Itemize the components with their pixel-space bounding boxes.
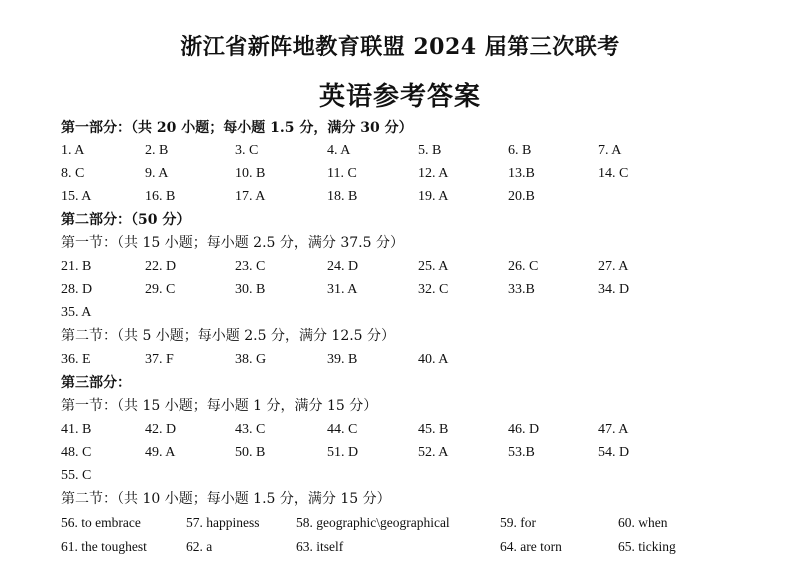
answer-item: 54. D <box>598 445 630 460</box>
answer-item: 25. A <box>418 259 449 274</box>
answer-item: 31. A <box>327 282 358 297</box>
part2-heading: 第二部分：（50 分） <box>61 212 191 228</box>
answer-item: 51. D <box>327 445 359 460</box>
answer-item: 29. C <box>145 282 176 297</box>
part1-heading: 第一部分：（共 20 小题；每小题 1.5 分，满分 30 分） <box>61 120 413 136</box>
answer-item: 34. D <box>598 282 630 297</box>
answer-item: 61. the toughest <box>61 539 147 554</box>
answer-item: 46. D <box>508 422 540 437</box>
answer-item: 52. A <box>418 445 449 460</box>
answer-item: 27. A <box>598 259 629 274</box>
answer-item: 16. B <box>145 189 176 204</box>
answer-item: 7. A <box>598 143 622 158</box>
answer-item: 4. A <box>327 143 351 158</box>
answer-item: 6. B <box>508 143 532 158</box>
answer-item: 22. D <box>145 259 177 274</box>
answer-item: 40. A <box>418 352 449 367</box>
answer-item: 35. A <box>61 305 92 320</box>
answer-item: 45. B <box>418 422 449 437</box>
answer-item: 53.B <box>508 445 535 460</box>
answer-item: 38. G <box>235 352 267 367</box>
answer-item: 64. are torn <box>500 539 562 554</box>
answer-item: 42. D <box>145 422 177 437</box>
answer-item: 15. A <box>61 189 92 204</box>
answer-item: 2. B <box>145 143 169 158</box>
answer-item: 49. A <box>145 445 176 460</box>
answer-item: 19. A <box>418 189 449 204</box>
answer-item: 10. B <box>235 166 266 181</box>
answer-item: 39. B <box>327 352 358 367</box>
answer-item: 62. a <box>186 539 213 554</box>
answer-item: 55. C <box>61 468 92 483</box>
answer-item: 44. C <box>327 422 358 437</box>
answer-item: 13.B <box>508 166 535 181</box>
answer-item: 60. when <box>618 515 668 530</box>
part3-heading: 第三部分： <box>61 375 131 391</box>
answer-item: 33.B <box>508 282 535 297</box>
answer-item: 5. B <box>418 143 442 158</box>
answer-item: 50. B <box>235 445 266 460</box>
answer-item: 24. D <box>327 259 359 274</box>
answer-item: 56. to embrace <box>61 515 141 530</box>
answer-item: 59. for <box>500 515 536 530</box>
answer-item: 18. B <box>327 189 358 204</box>
answer-item: 17. A <box>235 189 266 204</box>
answer-item: 63. itself <box>296 539 344 554</box>
document-subtitle: 英语参考答案 <box>318 82 481 112</box>
answer-item: 14. C <box>598 166 629 181</box>
answer-item: 32. C <box>418 282 449 297</box>
answer-item: 23. C <box>235 259 266 274</box>
part3-section2-heading: 第二节：（共 10 小题；每小题 1.5 分，满分 15 分） <box>61 491 391 507</box>
answer-item: 57. happiness <box>186 515 260 530</box>
answer-item: 1. A <box>61 143 85 158</box>
answer-item: 30. B <box>235 282 266 297</box>
answer-item: 9. A <box>145 166 169 181</box>
answer-item: 37. F <box>145 352 174 367</box>
answer-item: 36. E <box>61 352 91 367</box>
answer-item: 47. A <box>598 422 629 437</box>
answer-item: 12. A <box>418 166 449 181</box>
answer-item: 3. C <box>235 143 259 158</box>
part2-section1-heading: 第一节：（共 15 小题；每小题 2.5 分，满分 37.5 分） <box>61 235 404 251</box>
answer-item: 11. C <box>327 166 357 181</box>
answer-item: 26. C <box>508 259 539 274</box>
answer-item: 20.B <box>508 189 535 204</box>
answer-item: 58. geographic\geographical <box>296 515 450 530</box>
answer-item: 21. B <box>61 259 92 274</box>
answer-item: 8. C <box>61 166 85 181</box>
answer-item: 41. B <box>61 422 92 437</box>
part2-section2-heading: 第二节：（共 5 小题；每小题 2.5 分，满分 12.5 分） <box>61 328 396 344</box>
document-title: 浙江省新阵地教育联盟 2024 届第三次联考 <box>180 34 620 60</box>
answer-item: 48. C <box>61 445 92 460</box>
answer-item: 65. ticking <box>618 539 676 554</box>
part3-section1-heading: 第一节：（共 15 小题；每小题 1 分，满分 15 分） <box>61 398 378 414</box>
answer-item: 28. D <box>61 282 93 297</box>
answer-item: 43. C <box>235 422 266 437</box>
